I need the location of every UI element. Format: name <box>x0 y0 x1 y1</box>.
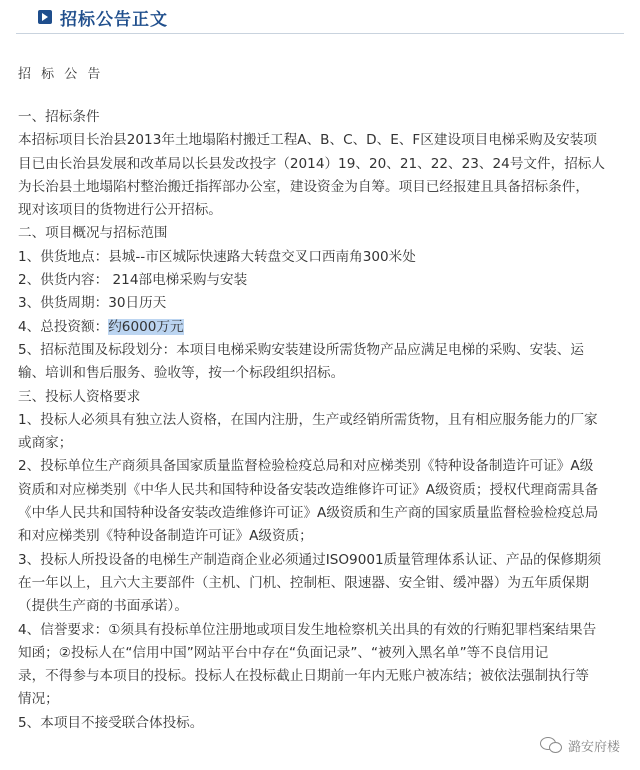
watermark-text: 潞安府楼 <box>567 739 620 755</box>
paragraph-line: 和对应梯类别《特种设备制造许可证》A级资质； <box>18 528 313 545</box>
paragraph-line: 录，不得参与本项目的投标。投标人在投标截止日期前一年内无账户被冻结；被依法强制执行等 <box>18 668 589 685</box>
arrow-square-icon <box>38 10 52 24</box>
paragraph-line: 情况； <box>18 691 59 708</box>
list-item: 5、本项目不接受联合体投标。 <box>18 714 204 731</box>
section-heading: 二、项目概况与招标范围 <box>18 225 168 242</box>
watermark <box>540 734 620 756</box>
paragraph-line: 在一年以上，且六大主要部件（主机、门机、控制柜、限速器、安全钳、缓冲器）为五年质保期 <box>18 574 589 591</box>
list-item: 1、供货地点：县城--市区城际快速路大转盘交叉口西南角300米处 <box>18 248 416 265</box>
highlighted-text[interactable]: 约6000万元 <box>108 318 184 335</box>
list-item-label: 4、总投资额： <box>18 318 109 335</box>
paragraph-line: 《中华人民共和国特种设备安装改造维修许可证》A级资质和生产商的国家质量监督检验检疫总局 <box>18 505 599 522</box>
document-label: 招 标 公 告 <box>18 67 104 82</box>
list-item: 4、信誉要求：①须具有投标单位注册地或项目发生地检察机关出具的有效的行贿犯罪档案结果告 <box>18 621 597 638</box>
article-title: 招标公告正文 <box>60 10 168 30</box>
paragraph-line: 资质和对应梯类别《中华人民共和国特种设备安装改造维修许可证》A级资质；授权代理商需具备 <box>18 481 599 498</box>
list-item: 3、供货周期：30日历天 <box>18 295 167 312</box>
list-item: 1、投标人必须具有独立法人资格，在国内注册，生产或经销所需货物，且有相应服务能力的厂家 <box>18 411 598 428</box>
list-item <box>18 316 622 339</box>
article-header <box>0 0 640 34</box>
paragraph-line: 或商家； <box>18 435 73 452</box>
section-heading: 三、投标人资格要求 <box>18 388 141 405</box>
list-item: 2、投标单位生产商须具备国家质量监督检验检疫总局和对应梯类别《特种设备制造许可证》A级 <box>18 458 594 475</box>
paragraph-line: 为长治县土地塌陷村整治搬迁指挥部办公室，建设资金为自筹。项目已经报建且具备招标条件， <box>18 178 589 195</box>
list-item: 3、投标人所投设备的电梯生产制造商企业必须通过ISO9001质量管理体系认证、产品的保修期须 <box>18 551 602 568</box>
article-body <box>18 106 622 735</box>
paragraph-line: 知函；②投标人在“信用中国”网站平台中存在“负面记录”、“被列入黑名单”等不良信用记 <box>18 644 549 661</box>
paragraph-line: 输、培训和售后服务、验收等，按一个标段组织招标。 <box>18 365 345 382</box>
paragraph-line: 本招标项目长治县2013年土地塌陷村搬迁工程A、B、C、D、E、F区建设项目电梯采购及安装项 <box>18 132 597 149</box>
section-heading: 一、招标条件 <box>18 109 100 125</box>
wechat-icon <box>540 736 562 754</box>
paragraph-line: （提供生产商的书面承诺）。 <box>18 598 188 615</box>
paragraph-line: 目已由长治县发展和改革局以长县发改投字（2014）19、20、21、22、23、24号文件，招标人 <box>18 155 605 172</box>
paragraph-line: 现对该项目的货物进行公开招标。 <box>18 202 222 219</box>
list-item: 5、招标范围及标段划分：本项目电梯采购安装建设所需货物产品应满足电梯的采购、安装、运 <box>18 341 584 358</box>
list-item: 2、供货内容： 214部电梯采购与安装 <box>18 272 248 289</box>
header-divider <box>16 33 624 34</box>
